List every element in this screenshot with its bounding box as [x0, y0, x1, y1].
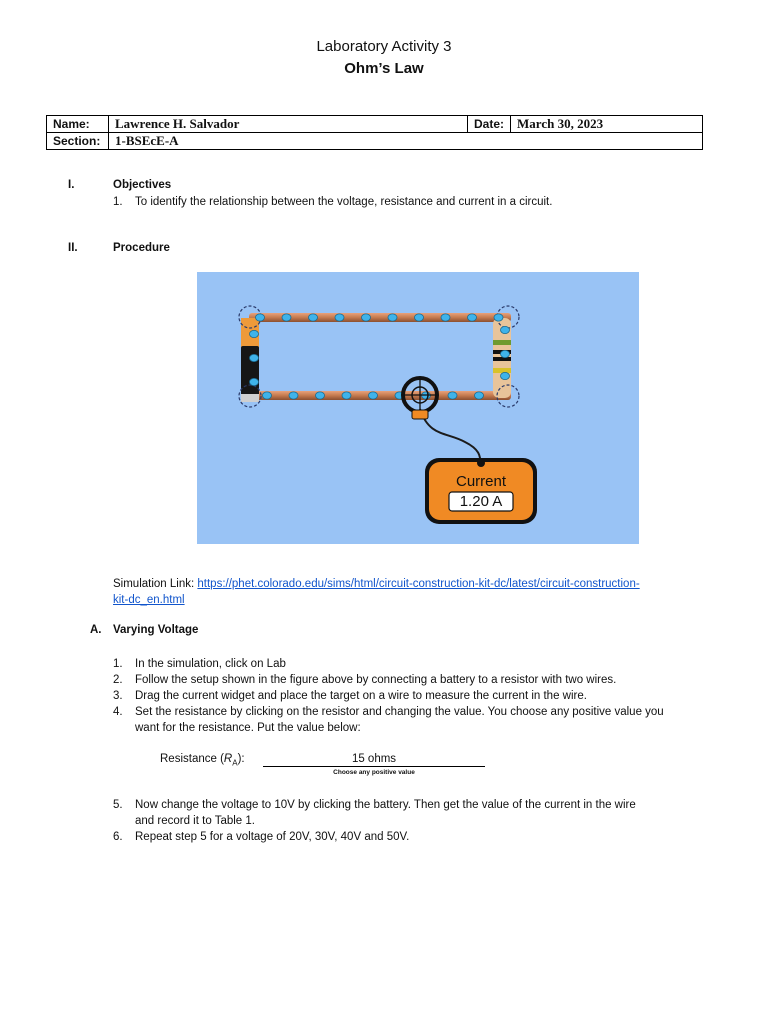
electron [362, 314, 371, 321]
resistance-underline [263, 766, 485, 767]
resistance-label-start: Resistance ( [160, 753, 224, 765]
name-value: Lawrence H. Salvador [109, 116, 468, 133]
step-text: In the simulation, click on Lab [135, 658, 286, 670]
electron [256, 314, 265, 321]
step-number: 2. [113, 674, 123, 686]
simulation-link-line [113, 576, 733, 592]
electron [448, 392, 457, 399]
step-2 [113, 672, 616, 688]
step-5 [113, 797, 636, 813]
objective-number: 1. [113, 196, 123, 208]
electron [289, 392, 298, 399]
electron [468, 314, 477, 321]
step-number: 3. [113, 690, 123, 702]
electron [388, 314, 397, 321]
electron [263, 392, 272, 399]
step-number: 6. [113, 831, 123, 843]
electron [309, 314, 318, 321]
name-label: Name: [47, 116, 109, 133]
step-5-continued: and record it to Table 1. [135, 815, 255, 827]
section-value: 1-BSEcE-A [109, 133, 703, 150]
resistance-note: Choose any positive value [333, 769, 415, 776]
current-meter [425, 458, 537, 524]
meter-cable [420, 409, 480, 464]
objectives-heading: Objectives [113, 179, 172, 191]
bottom-wire [249, 391, 511, 400]
resistance-label-end: ): [237, 753, 245, 765]
student-info-table [46, 115, 703, 150]
resistance-value[interactable]: 15 ohms [351, 753, 397, 765]
objectives-numeral: I. [68, 179, 75, 191]
date-label: Date: [468, 116, 511, 133]
electron [250, 330, 259, 337]
resistance-symbol: R [223, 753, 233, 765]
step-1 [113, 656, 286, 672]
electron [501, 372, 510, 379]
circuit-diagram [197, 272, 639, 544]
procedure-numeral: II. [68, 242, 78, 254]
simulation-link-label: Simulation Link: [113, 578, 195, 590]
step-4-continued: want for the resistance. Put the value below: [135, 722, 361, 734]
electron [282, 314, 291, 321]
step-number: 5. [113, 799, 123, 811]
step-number: 4. [113, 706, 123, 718]
electrons [250, 314, 510, 399]
step-text: Drag the current widget and place the target on a wire to measure the current in the wire. [135, 690, 587, 702]
step-6 [113, 829, 409, 845]
meter-label: Current [455, 473, 507, 490]
electron [501, 326, 510, 333]
meter-reading: 1.20 A [459, 493, 503, 510]
simulation-link-continued[interactable]: kit-dc_en.html [113, 594, 185, 606]
electron [369, 392, 378, 399]
resistance-label [160, 751, 245, 771]
electron [250, 354, 259, 361]
procedure-heading: Procedure [113, 242, 170, 254]
section-a-letter: A. [90, 624, 102, 636]
step-text: Follow the setup shown in the figure above by connecting a battery to a resistor with two wires. [135, 674, 617, 686]
step-text: Repeat step 5 for a voltage of 20V, 30V, 40V and 50V. [135, 831, 410, 843]
step-3 [113, 688, 587, 704]
step-text: Now change the voltage to 10V by clicking the battery. Then get the value of the current in the wire [135, 799, 636, 811]
electron [335, 314, 344, 321]
step-number: 1. [113, 658, 123, 670]
date-value: March 30, 2023 [511, 116, 703, 133]
electron [501, 350, 510, 357]
electron [316, 392, 325, 399]
electron [441, 314, 450, 321]
objective-item [113, 194, 552, 210]
step-text: Set the resistance by clicking on the resistor and changing the value. You choose any positive value you [135, 706, 664, 718]
section-a-heading: Varying Voltage [113, 624, 199, 636]
objective-text: To identify the relationship between the voltage, resistance and current in a circuit. [135, 196, 553, 208]
step-4 [113, 704, 664, 720]
activity-title: Laboratory Activity 3 [316, 38, 452, 55]
electron [250, 378, 259, 385]
simulation-link[interactable]: https://phet.colorado.edu/sims/html/circuit-construction-kit-dc/latest/circuit-construction- [197, 578, 640, 590]
section-label: Section: [47, 133, 109, 150]
electron [475, 392, 484, 399]
topic-title: Ohm’s Law [344, 60, 424, 77]
electron [415, 314, 424, 321]
electron [494, 314, 503, 321]
circuit-simulation-figure [197, 272, 639, 544]
resistance-subscript: A [232, 758, 238, 768]
electron [342, 392, 351, 399]
